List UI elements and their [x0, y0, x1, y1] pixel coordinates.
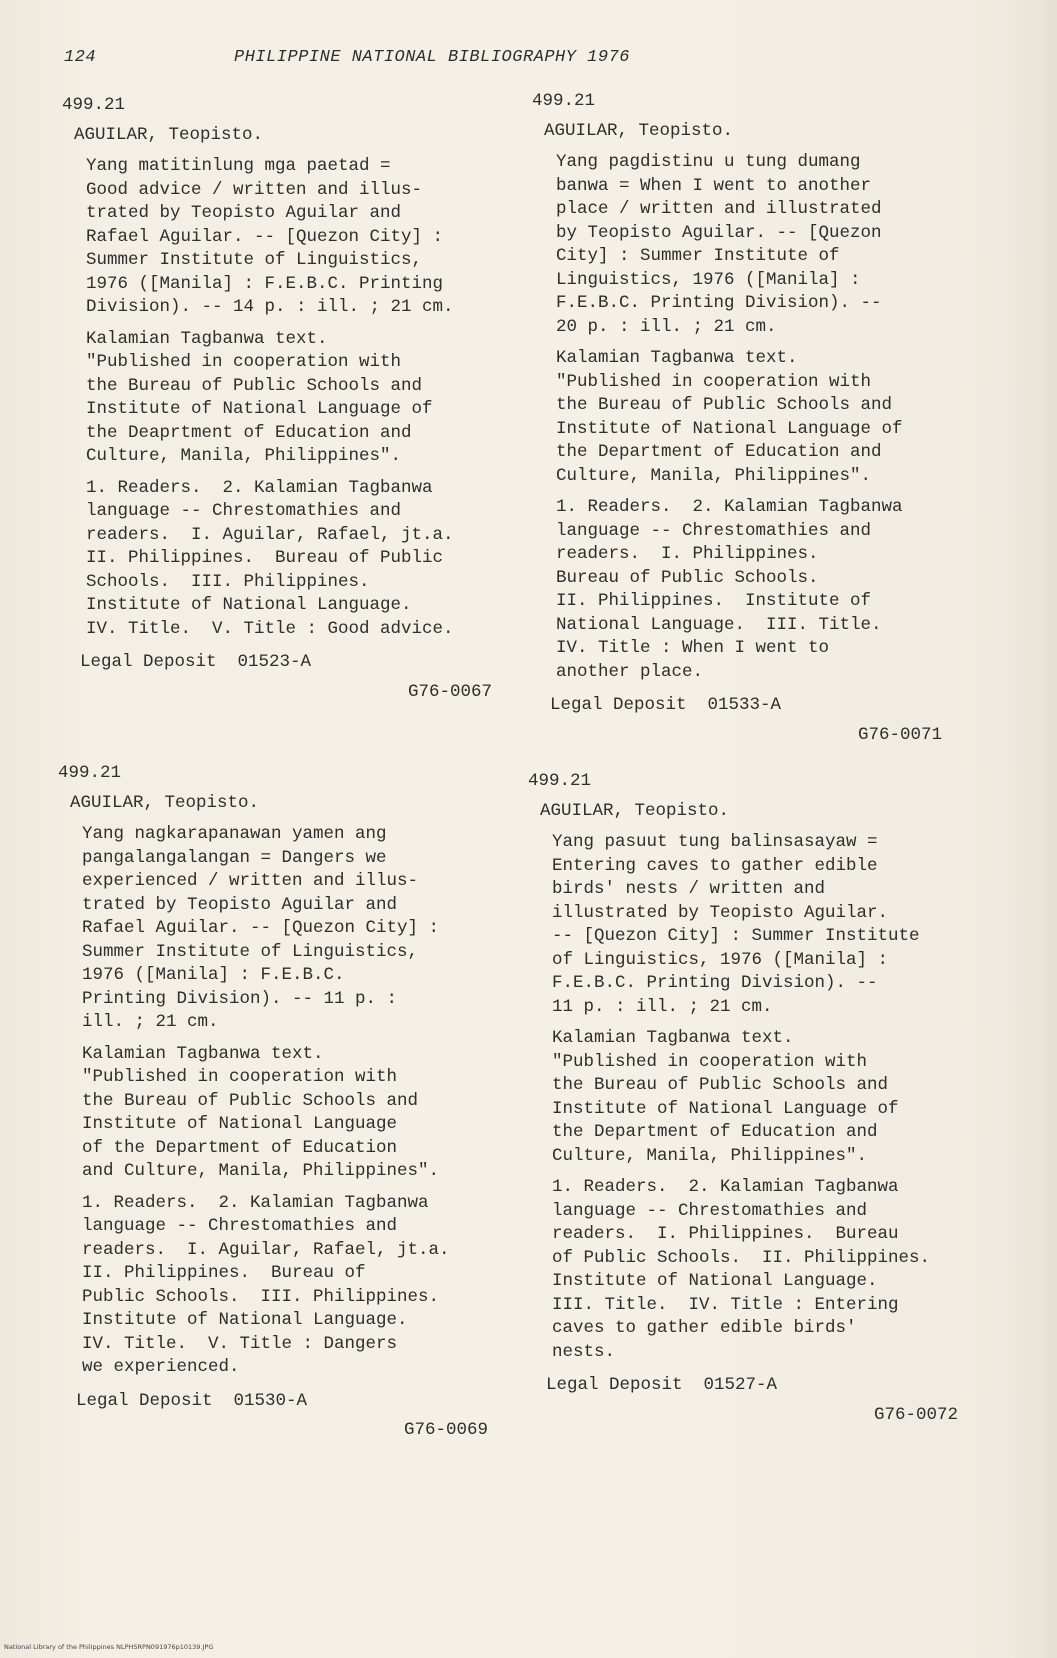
- class-number: 499.21: [58, 763, 122, 783]
- text-line: Culture, Manila, Philippines".: [556, 465, 872, 486]
- legal-deposit: Legal Deposit 01530-A: [76, 1390, 308, 1411]
- text-line: Institute of National Language.: [82, 1310, 408, 1330]
- text-line: Entering caves to gather edible: [552, 855, 878, 876]
- text-line: the Bureau of Public Schools and: [86, 375, 423, 396]
- bibliographic-entry: [62, 94, 492, 704]
- text-line: of Public Schools. II. Philippines.: [552, 1247, 931, 1268]
- text-line: "Published in cooperation with: [552, 1051, 868, 1072]
- entry-author: AGUILAR, Teopisto.: [544, 120, 734, 141]
- text-line: the Bureau of Public Schools and: [82, 1090, 419, 1111]
- text-line: Institute of National Language of: [552, 1098, 899, 1119]
- text-line: III. Title. IV. Title : Entering: [552, 1294, 899, 1315]
- text-line: Yang pasuut tung balinsasayaw =: [552, 832, 878, 852]
- text-line: F.E.B.C. Printing Division). --: [552, 973, 878, 993]
- text-line: by Teopisto Aguilar. -- [Quezon: [556, 222, 882, 243]
- text-line: readers. I. Philippines. Bureau: [552, 1224, 899, 1244]
- control-number: G76-0067: [407, 681, 492, 702]
- text-line: banwa = When I went to another: [556, 175, 872, 196]
- page-number: 124: [64, 48, 97, 67]
- entry-notes: [556, 347, 942, 488]
- text-line: of the Department of Education: [82, 1137, 398, 1158]
- text-line: illustrated by Teopisto Aguilar.: [552, 902, 889, 923]
- legal-deposit: Legal Deposit 01533-A: [550, 695, 782, 715]
- text-line: trated by Teopisto Aguilar and: [86, 203, 402, 223]
- text-line: "Published in cooperation with: [556, 371, 872, 392]
- text-line: IV. Title. V. Title : Good advice.: [86, 618, 454, 639]
- text-line: experienced / written and illus-: [82, 871, 419, 891]
- text-line: II. Philippines. Institute of: [556, 591, 872, 611]
- control-number: G76-0071: [857, 724, 942, 745]
- entry-notes: [552, 1027, 958, 1168]
- text-line: Public Schools. III. Philippines.: [82, 1286, 440, 1307]
- text-line: caves to gather edible birds': [552, 1318, 857, 1338]
- text-line: readers. I. Philippines.: [556, 544, 819, 564]
- text-line: the Deaprtment of Education and: [86, 422, 412, 443]
- bibliographic-entry: [528, 770, 958, 1427]
- text-line: the Bureau of Public Schools and: [556, 395, 893, 415]
- legal-deposit: Legal Deposit 01523-A: [80, 652, 312, 672]
- text-line: readers. I. Aguilar, Rafael, jt.a.: [82, 1239, 450, 1260]
- text-line: ill. ; 21 cm.: [82, 1012, 219, 1032]
- scan-credit: National Library of the Philippines NLPHSRPN091976p10139.JPG: [4, 1643, 214, 1651]
- text-line: 1. Readers. 2. Kalamian Tagbanwa: [86, 477, 433, 498]
- entry-description: [86, 155, 492, 320]
- text-line: Linguistics, 1976 ([Manila] :: [556, 269, 861, 290]
- text-line: 1976 ([Manila] : F.E.B.C. Printing: [86, 273, 444, 294]
- text-line: Institute of National Language of: [556, 418, 903, 439]
- entry-description: [552, 831, 958, 1019]
- entry-author: AGUILAR, Teopisto.: [540, 800, 730, 821]
- text-line: "Published in cooperation with: [82, 1067, 398, 1087]
- text-line: trated by Teopisto Aguilar and: [82, 894, 398, 915]
- text-line: II. Philippines. Bureau of Public: [86, 548, 444, 568]
- text-line: Culture, Manila, Philippines".: [552, 1145, 868, 1166]
- text-line: Kalamian Tagbanwa text.: [556, 348, 798, 368]
- text-line: language -- Chrestomathies and: [552, 1200, 868, 1221]
- text-line: Rafael Aguilar. -- [Quezon City] :: [86, 226, 444, 247]
- text-line: Yang pagdistinu u tung dumang: [556, 152, 861, 172]
- text-line: "Published in cooperation with: [86, 352, 402, 372]
- text-line: Institute of National Language of: [86, 399, 433, 419]
- entry-description: [556, 151, 942, 339]
- text-line: we experienced.: [82, 1357, 240, 1377]
- text-line: Printing Division). -- 11 p. :: [82, 988, 398, 1009]
- text-line: Institute of National Language.: [86, 595, 412, 615]
- entry-notes: [82, 1043, 488, 1184]
- text-line: National Language. III. Title.: [556, 614, 882, 635]
- text-line: Rafael Aguilar. -- [Quezon City] :: [82, 918, 440, 938]
- text-line: the Department of Education and: [552, 1122, 878, 1142]
- text-line: IV. Title. V. Title : Dangers: [82, 1333, 398, 1354]
- text-line: the Bureau of Public Schools and: [552, 1075, 889, 1095]
- text-line: IV. Title : When I went to: [556, 638, 830, 658]
- text-line: nests.: [552, 1341, 616, 1362]
- text-line: place / written and illustrated: [556, 199, 882, 219]
- text-line: the Department of Education and: [556, 442, 882, 462]
- text-line: 1976 ([Manila] : F.E.B.C.: [82, 965, 345, 985]
- entry-tracings: [556, 496, 942, 684]
- text-line: II. Philippines. Bureau of: [82, 1263, 366, 1283]
- text-line: Kalamian Tagbanwa text.: [82, 1043, 324, 1064]
- text-line: City] : Summer Institute of: [556, 246, 840, 266]
- text-line: pangalangalangan = Dangers we: [82, 847, 387, 868]
- text-line: Summer Institute of Linguistics,: [82, 941, 419, 962]
- text-line: Kalamian Tagbanwa text.: [552, 1028, 794, 1048]
- entry-notes: [86, 328, 492, 469]
- text-line: of Linguistics, 1976 ([Manila] :: [552, 949, 889, 970]
- entry-tracings: [82, 1192, 488, 1380]
- text-line: language -- Chrestomathies and: [82, 1216, 398, 1236]
- text-line: birds' nests / written and: [552, 879, 826, 899]
- text-line: Bureau of Public Schools.: [556, 567, 819, 588]
- text-line: Schools. III. Philippines.: [86, 571, 370, 592]
- text-line: Institute of National Language: [82, 1114, 398, 1134]
- text-line: Yang matitinlung mga paetad =: [86, 156, 391, 176]
- entry-tracings: [86, 477, 492, 642]
- text-line: F.E.B.C. Printing Division). --: [556, 293, 882, 313]
- legal-deposit: Legal Deposit 01527-A: [546, 1375, 778, 1395]
- text-line: Institute of National Language.: [552, 1271, 878, 1291]
- entry-description: [82, 823, 488, 1035]
- text-line: Summer Institute of Linguistics,: [86, 250, 423, 270]
- text-line: another place.: [556, 661, 704, 682]
- text-line: 1. Readers. 2. Kalamian Tagbanwa: [556, 497, 903, 517]
- control-number: G76-0072: [873, 1404, 958, 1425]
- bibliographic-entry: [532, 90, 942, 747]
- text-line: Culture, Manila, Philippines".: [86, 446, 402, 466]
- text-line: Kalamian Tagbanwa text.: [86, 328, 328, 349]
- text-line: readers. I. Aguilar, Rafael, jt.a.: [86, 524, 454, 545]
- text-line: language -- Chrestomathies and: [86, 501, 402, 521]
- text-line: 11 p. : ill. ; 21 cm.: [552, 996, 773, 1017]
- class-number: 499.21: [528, 771, 592, 791]
- text-line: and Culture, Manila, Philippines".: [82, 1161, 440, 1181]
- bibliographic-entry: [58, 762, 488, 1443]
- text-line: Division). -- 14 p. : ill. ; 21 cm.: [86, 297, 454, 317]
- text-line: 20 p. : ill. ; 21 cm.: [556, 316, 777, 337]
- class-number: 499.21: [62, 95, 126, 115]
- entry-author: AGUILAR, Teopisto.: [70, 792, 260, 813]
- entry-author: AGUILAR, Teopisto.: [74, 124, 264, 145]
- text-line: -- [Quezon City] : Summer Institute: [552, 926, 920, 946]
- text-line: Yang nagkarapanawan yamen ang: [82, 824, 387, 844]
- entry-tracings: [552, 1176, 958, 1364]
- page-title: PHILIPPINE NATIONAL BIBLIOGRAPHY 1976: [234, 48, 630, 67]
- text-line: 1. Readers. 2. Kalamian Tagbanwa: [552, 1177, 899, 1197]
- class-number: 499.21: [532, 91, 596, 111]
- text-line: Good advice / written and illus-: [86, 179, 423, 200]
- control-number: G76-0069: [403, 1420, 488, 1440]
- text-line: 1. Readers. 2. Kalamian Tagbanwa: [82, 1192, 429, 1213]
- text-line: language -- Chrestomathies and: [556, 520, 872, 541]
